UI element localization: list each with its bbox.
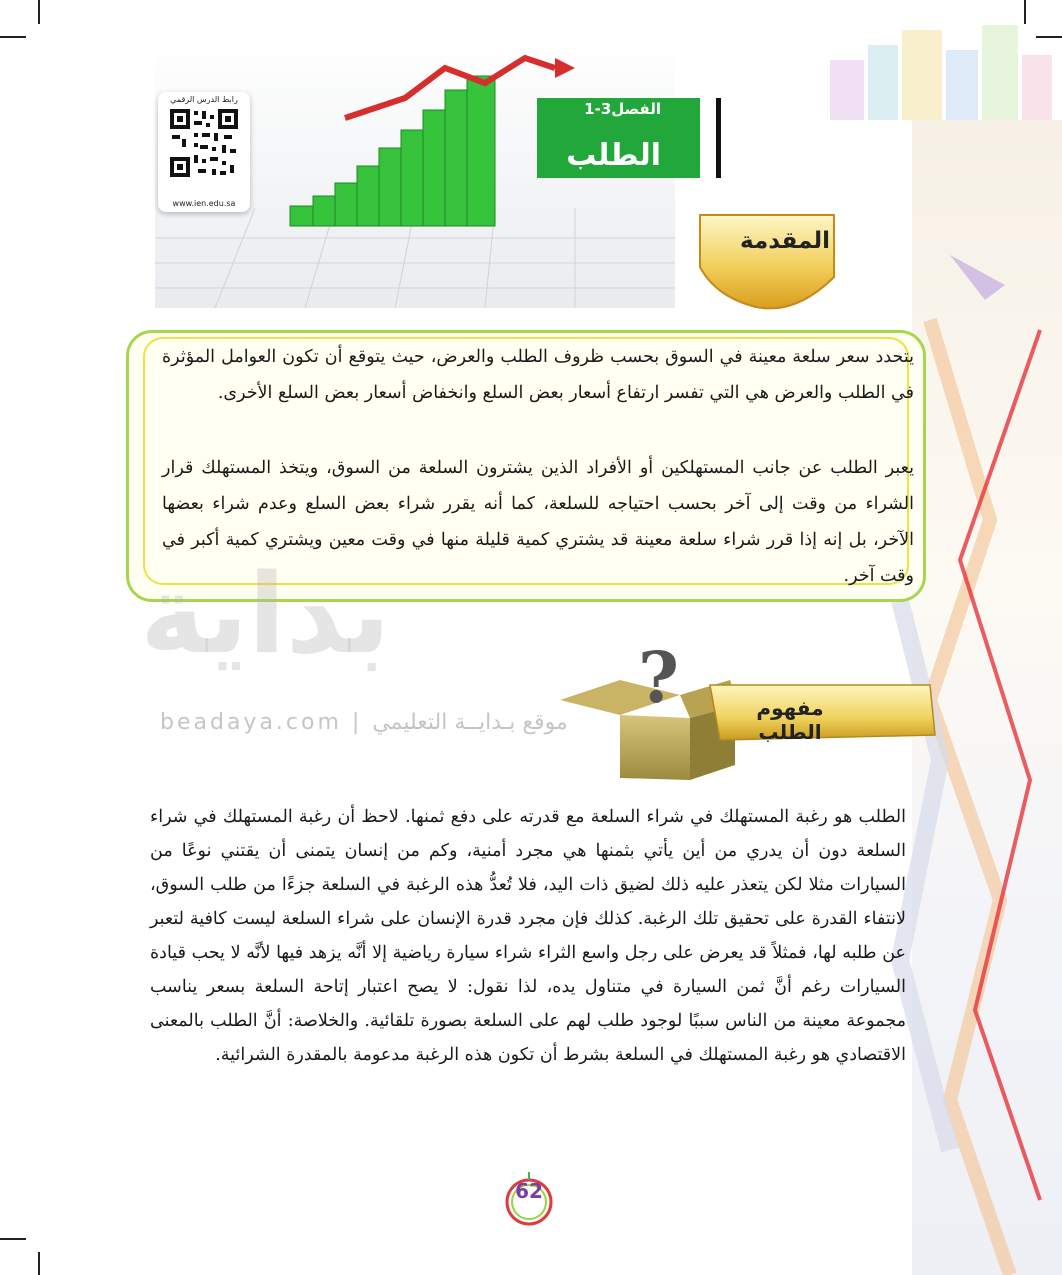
concept-body: الطلب هو رغبة المستهلك في شراء السلعة مع قدرته على دفع ثمنها. لاحظ أن رغبة المستهلك في شراء السلعة دون أن يدري من أين يأتي بثمنها هي مجرد أمنية، وكم من إنسان يتمنى أن يقتني نوعًا من السيارات مثلا لكن يتعذر عليه ذلك لضيق ذات اليد، فلا تُعدُّ هذه الرغبة في السلعة جزءًا من طلب السوق، لانتفاء القدرة على تحقيق تلك الرغبة. كذلك فإن مجرد قدرة الإنسان على شراء السلعة ليست كافية لتعبر عن طلبه لها، فمثلاً قد يعرض على رجل واسع الثراء شراء سيارة رياضية إلا أنَّه يزهد فيها لأنَّه لا يحب قيادة السيارات رغم أنَّ ثمن السيارة في متناول يده، لذا نقول: لا يصح اعتبار إتاحة السلعة بسعر يناسب مجموعة معينة من الناس سببًا لوجود طلب لهم على السلعة بصورة تلقائية. والخلاصة: أنَّ الطلب بالمعنى الاقتصادي هو رغبة المستهلك في السلعة بشرط أن تكون هذه الرغبة مدعومة بالمقدرة الشرائية. bbox=[150, 807, 906, 1065]
title-box-edge-line bbox=[716, 98, 721, 178]
qr-code-card[interactable] bbox=[158, 92, 250, 212]
watermark-logo: بداية bbox=[140, 550, 391, 678]
lesson-title: الطلب bbox=[566, 138, 661, 173]
concept-heading: مفهوم الطلب bbox=[756, 696, 824, 744]
intro-banner-shape bbox=[696, 207, 838, 317]
page-number: 62 bbox=[515, 1179, 543, 1203]
intro-paragraph-1: يتحدد سعر سلعة معينة في السوق بحسب ظروف الطلب والعرض، حيث يتوقع أن تكون العوامل المؤثرة في الطلب والعرض هي التي تفسر ارتفاع أسعار بعض السلع وانخفاض أسعار بعض السلع الأخرى. bbox=[162, 347, 914, 403]
lesson-title-box bbox=[537, 98, 719, 178]
qr-caption: رابط الدرس الرقمي bbox=[170, 95, 238, 104]
watermark-line: beadaya.com | موقع بـدايــة التعليمي bbox=[160, 710, 568, 735]
chapter-label: الفصل3-1 bbox=[584, 100, 661, 118]
qr-url: www.ien.edu.sa bbox=[172, 199, 236, 208]
qr-code-icon bbox=[168, 107, 240, 179]
intro-paragraph-2: يعبر الطلب عن جانب المستهلكين أو الأفراد الذين يشترون السلعة من السوق، ويتخذ المستهلك قرار الشراء من وقت إلى آخر بحسب احتياجه للسلعة، كما أنه يقرر شراء بعض السلع وعدم شراء بعضها الآخر، بل إنه إذا قرر شراء سلعة معينة قد يشتري كمية قليلة منها في وقت معين ويشتري كمية أكبر في وقت آخر. bbox=[162, 458, 914, 586]
svg-text:?: ? bbox=[638, 640, 680, 719]
intro-heading: المقدمة bbox=[740, 228, 830, 254]
